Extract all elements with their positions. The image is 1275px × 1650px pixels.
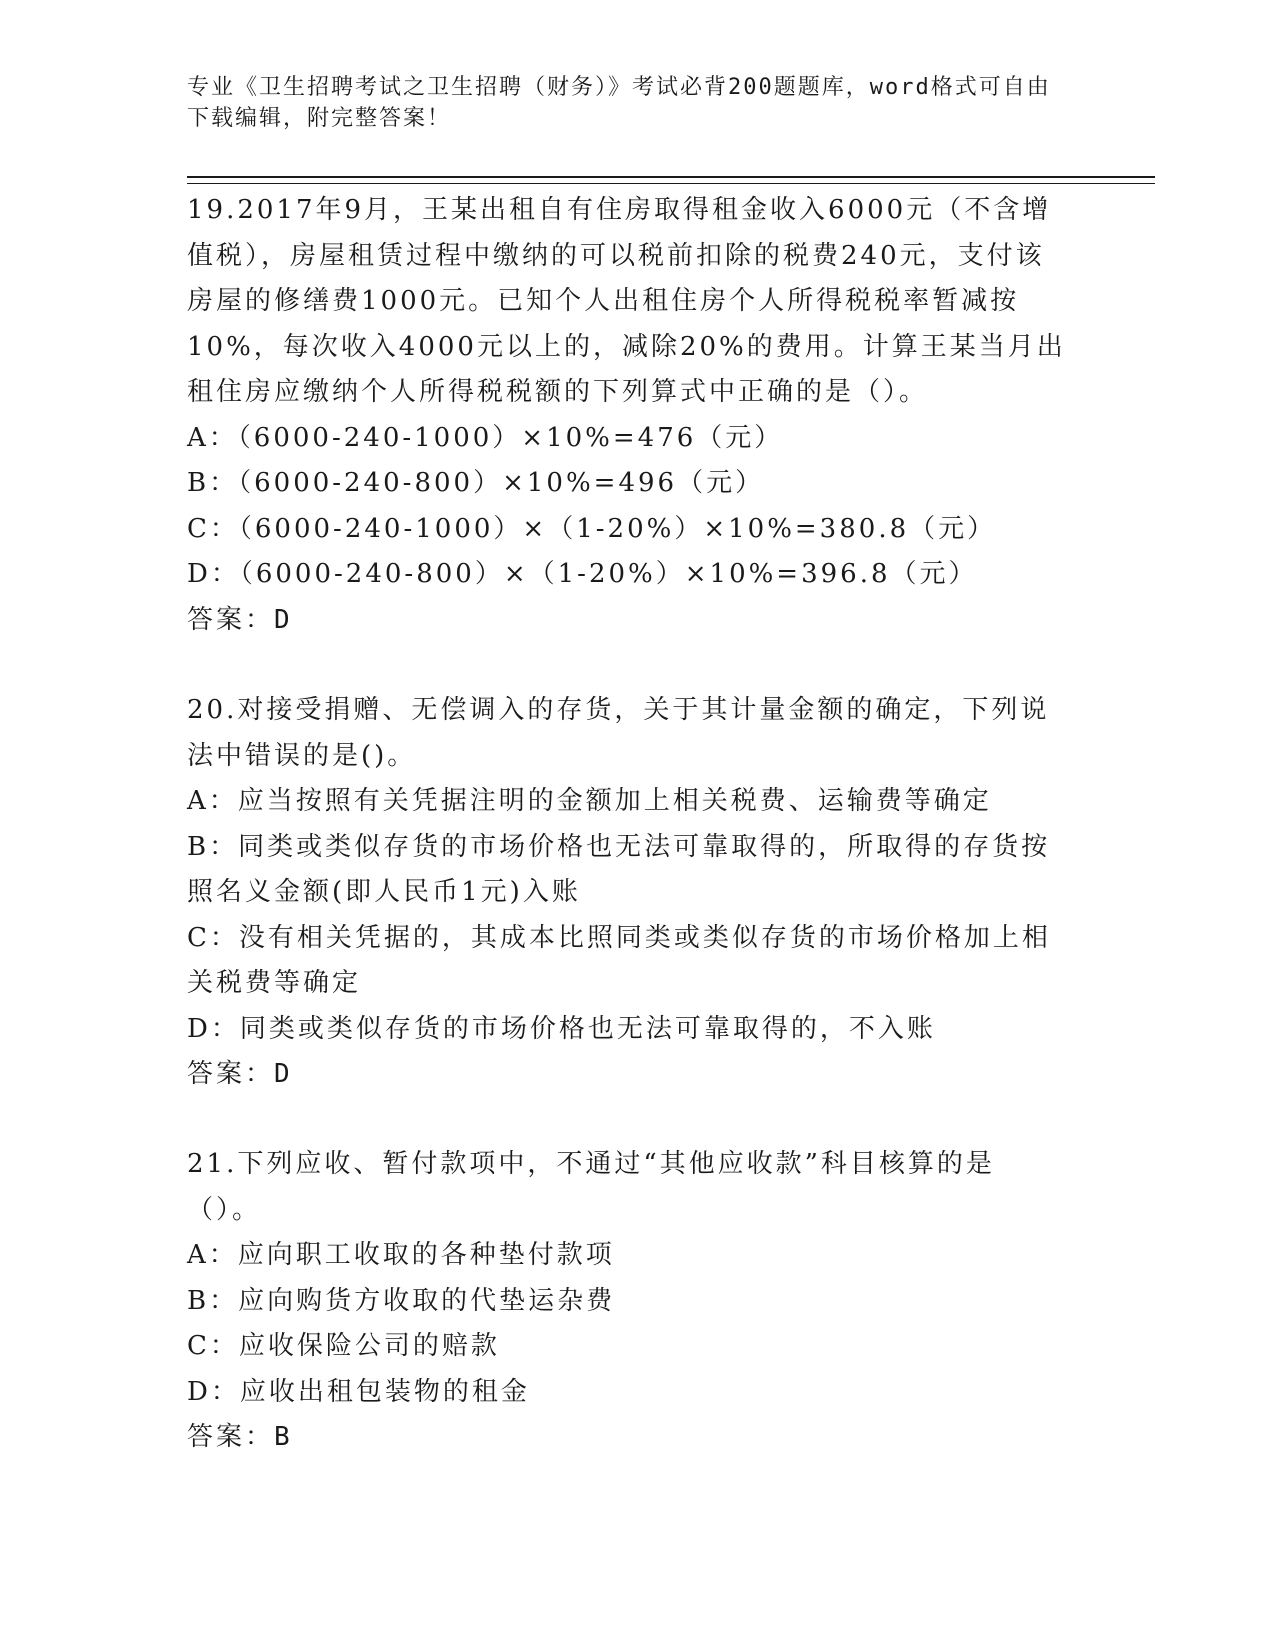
question-stem: 21.下列应收、暂付款项中，不通过“其他应收款”科目核算的是（）。 [187, 1149, 995, 1225]
answer: 答案：D [187, 1059, 293, 1089]
option-b: B：（6000-240-800）×10%=496（元） [187, 468, 765, 498]
option-c: C：应收保险公司的赔款 [187, 1331, 500, 1361]
question-21 [187, 1142, 1067, 1461]
option-b: B：同类或类似存货的市场价格也无法可靠取得的，所取得的存货按照名义金额(即人民币1元)入账 [187, 831, 1051, 907]
option-a: A：（6000-240-1000）×10%=476（元） [187, 422, 784, 453]
option-c: C：没有相关凭据的，其成本比照同类或类似存货的市场价格加上相关税费等确定 [187, 922, 1051, 998]
header-divider-thick [187, 176, 1155, 178]
option-b: B：应向购货方收取的代垫运杂费 [187, 1285, 616, 1316]
option-c: C：（6000-240-1000）×（1-20%）×10%=380.8（元） [187, 513, 997, 544]
question-stem: 20.对接受捐赠、无偿调入的存货，关于其计量金额的确定，下列说法中错误的是()。 [187, 695, 1050, 771]
document-header: 专业《卫生招聘考试之卫生招聘（财务）》考试必背200题题库，word格式可自由下载编辑，附完整答案！ [187, 75, 1051, 131]
option-d: D：（6000-240-800）×（1-20%）×10%=396.8（元） [187, 559, 978, 589]
option-d: D：同类或类似存货的市场价格也无法可靠取得的，不入账 [187, 1013, 936, 1044]
question-20 [187, 688, 1067, 1098]
option-a: A：应向职工收取的各种垫付款项 [187, 1240, 615, 1270]
option-a: A：应当按照有关凭据注明的金额加上相关税费、运输费等确定 [187, 786, 992, 816]
header-divider-thin [187, 183, 1155, 184]
question-19 [187, 188, 1067, 643]
answer: 答案：D [187, 604, 293, 635]
answer: 答案：B [187, 1422, 293, 1452]
question-stem: 19.2017年9月，王某出租自有住房取得租金收入6000元（不含增值税），房屋租赁过程中缴纳的可以税前扣除的税费240元，支付该房屋的修缮费1000元。已知个人出租住房个人所得税税率暂减按10%，每次收入4000元以上的，减除20%的费用。计算王某当月出租住房应缴纳个人所得税税额的下列算式中正确的是（）。 [187, 195, 1066, 407]
option-d: D：应收出租包装物的租金 [187, 1376, 530, 1407]
